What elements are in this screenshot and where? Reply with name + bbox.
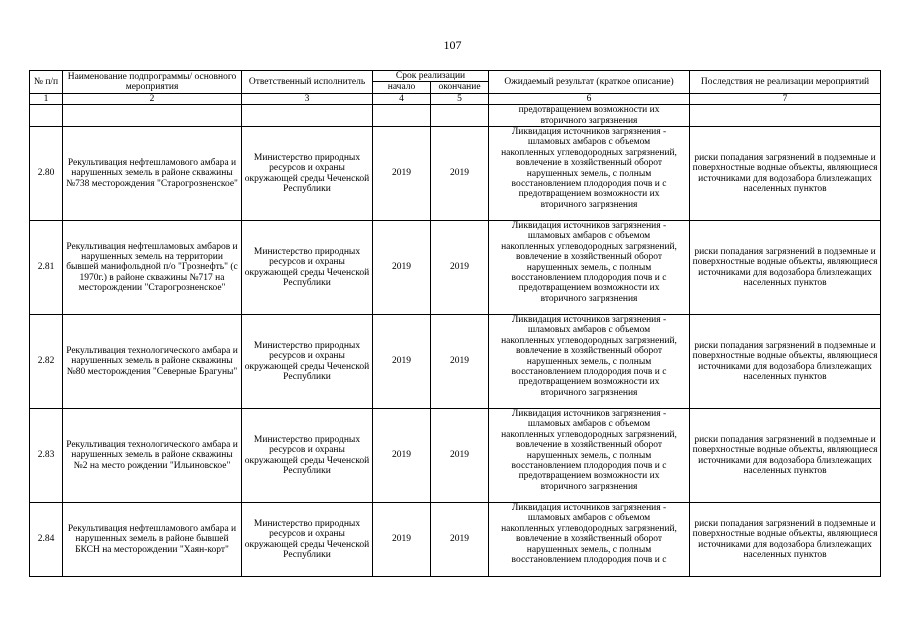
row-name: Рекультивация технологического амбара и нарушенных земель в районе скважины №80 месторождения "Северные Брагуны" (63, 315, 242, 409)
header-period: Срок реализации (373, 71, 489, 82)
row-executor: Министерство природных ресурсов и охраны окружающей среды Чеченской Республики (242, 503, 373, 577)
row-end: 2019 (431, 127, 489, 221)
program-table (29, 70, 881, 577)
header-num: № п/п (30, 71, 63, 94)
row-start: 2019 (373, 315, 431, 409)
row-name: Рекультивация нефтешламового амбара и нарушенных земель в районе бывшей БКСН на месторождении "Хаян-корт" (63, 503, 242, 577)
header-result: Ожидаемый результат (краткое описание) (489, 71, 690, 94)
header-name: Наименование подпрограммы/ основного мероприятия (63, 71, 242, 94)
row-num: 2.84 (30, 503, 63, 577)
header-end: окончание (431, 82, 489, 93)
row-result: Ликвидация источников загрязнения - шламовых амбаров с объемом накопленных углеводородных загрязнений, вовлечение в хозяйственный оборот нарушенных земель, с полным восстановлением плодородия почв и с предотвращением возможности их вторичного загрязнения (489, 409, 690, 503)
row-executor: Министерство природных ресурсов и охраны окружающей среды Чеченской Республики (242, 409, 373, 503)
row-end: 2019 (431, 221, 489, 315)
row-consequences: риски попадания загрязнений в подземные и поверхностные водные объекты, являющиеся источниками для водозабора близлежащих населенных пунктов (690, 221, 881, 315)
continued-row (30, 105, 881, 127)
column-number-row (30, 93, 881, 104)
row-result: Ликвидация источников загрязнения - шламовых амбаров с объемом накопленных углеводородных загрязнений, вовлечение в хозяйственный оборот нарушенных земель, с полным восстановлением плодородия почв и с (489, 503, 690, 577)
row-result: Ликвидация источников загрязнения - шламовых амбаров с объемом накопленных углеводородных загрязнений, вовлечение в хозяйственный оборот нарушенных земель, с полным восстановлением плодородия почв и с предотвращением возможности их вторичного загрязнения (489, 221, 690, 315)
row-consequences: риски попадания загрязнений в подземные и поверхностные водные объекты, являющиеся источниками для водозабора близлежащих населенных пунктов (690, 409, 881, 503)
table-row (30, 127, 881, 221)
row-start: 2019 (373, 503, 431, 577)
row-num: 2.80 (30, 127, 63, 221)
column-number: 1 (30, 93, 63, 104)
row-name: Рекультивация технологического амбара и нарушенных земель в районе скважины №2 на место рождении "Ильиновское" (63, 409, 242, 503)
page-number: 107 (443, 38, 462, 52)
row-num: 2.81 (30, 221, 63, 315)
header-start: начало (373, 82, 431, 93)
header-consequences: Последствия не реализации мероприятий (690, 71, 881, 94)
row-executor: Министерство природных ресурсов и охраны окружающей среды Чеченской Республики (242, 221, 373, 315)
continued-result: предотвращением возможности их вторичного загрязнения (489, 105, 690, 127)
table-row (30, 221, 881, 315)
row-executor: Министерство природных ресурсов и охраны окружающей среды Чеченской Республики (242, 315, 373, 409)
row-start: 2019 (373, 409, 431, 503)
row-consequences: риски попадания загрязнений в подземные и поверхностные водные объекты, являющиеся источниками для водозабора близлежащих населенных пунктов (690, 315, 881, 409)
row-name: Рекультивация нефтешламового амбара и нарушенных земель в районе скважины №738 месторождения "Старогрозненское" (63, 127, 242, 221)
row-executor: Министерство природных ресурсов и охраны окружающей среды Чеченской Республики (242, 127, 373, 221)
column-number: 2 (63, 93, 242, 104)
column-number: 5 (431, 93, 489, 104)
column-number: 3 (242, 93, 373, 104)
table-row (30, 409, 881, 503)
header-row (30, 71, 881, 82)
row-result: Ликвидация источников загрязнения - шламовых амбаров с объемом накопленных углеводородных загрязнений, вовлечение в хозяйственный оборот нарушенных земель, с полным восстановлением плодородия почв и с предотвращением возможности их вторичного загрязнения (489, 315, 690, 409)
row-end: 2019 (431, 409, 489, 503)
row-end: 2019 (431, 503, 489, 577)
row-result: Ликвидация источников загрязнения - шламовых амбаров с объемом накопленных углеводородных загрязнений, вовлечение в хозяйственный оборот нарушенных земель, с полным восстановлением плодородия почв и с предотвращением возможности их вторичного загрязнения (489, 127, 690, 221)
row-name: Рекультивация нефтешламовых амбаров и нарушенных земель на территории бывшей манифольдной п/о "Грознефть" (с 1970г.) в районе скважины №717 на месторождении "Старогрозненское" (63, 221, 242, 315)
table-row (30, 315, 881, 409)
column-number: 4 (373, 93, 431, 104)
header-executor: Ответственный исполнитель (242, 71, 373, 94)
row-consequences: риски попадания загрязнений в подземные и поверхностные водные объекты, являющиеся источниками для водозабора близлежащих населенных пунктов (690, 127, 881, 221)
row-num: 2.83 (30, 409, 63, 503)
column-number: 6 (489, 93, 690, 104)
column-number: 7 (690, 93, 881, 104)
row-end: 2019 (431, 315, 489, 409)
table-row (30, 503, 881, 577)
row-num: 2.82 (30, 315, 63, 409)
row-start: 2019 (373, 221, 431, 315)
row-consequences: риски попадания загрязнений в подземные и поверхностные водные объекты, являющиеся источниками для водозабора близлежащих населенных пунктов (690, 503, 881, 577)
row-start: 2019 (373, 127, 431, 221)
